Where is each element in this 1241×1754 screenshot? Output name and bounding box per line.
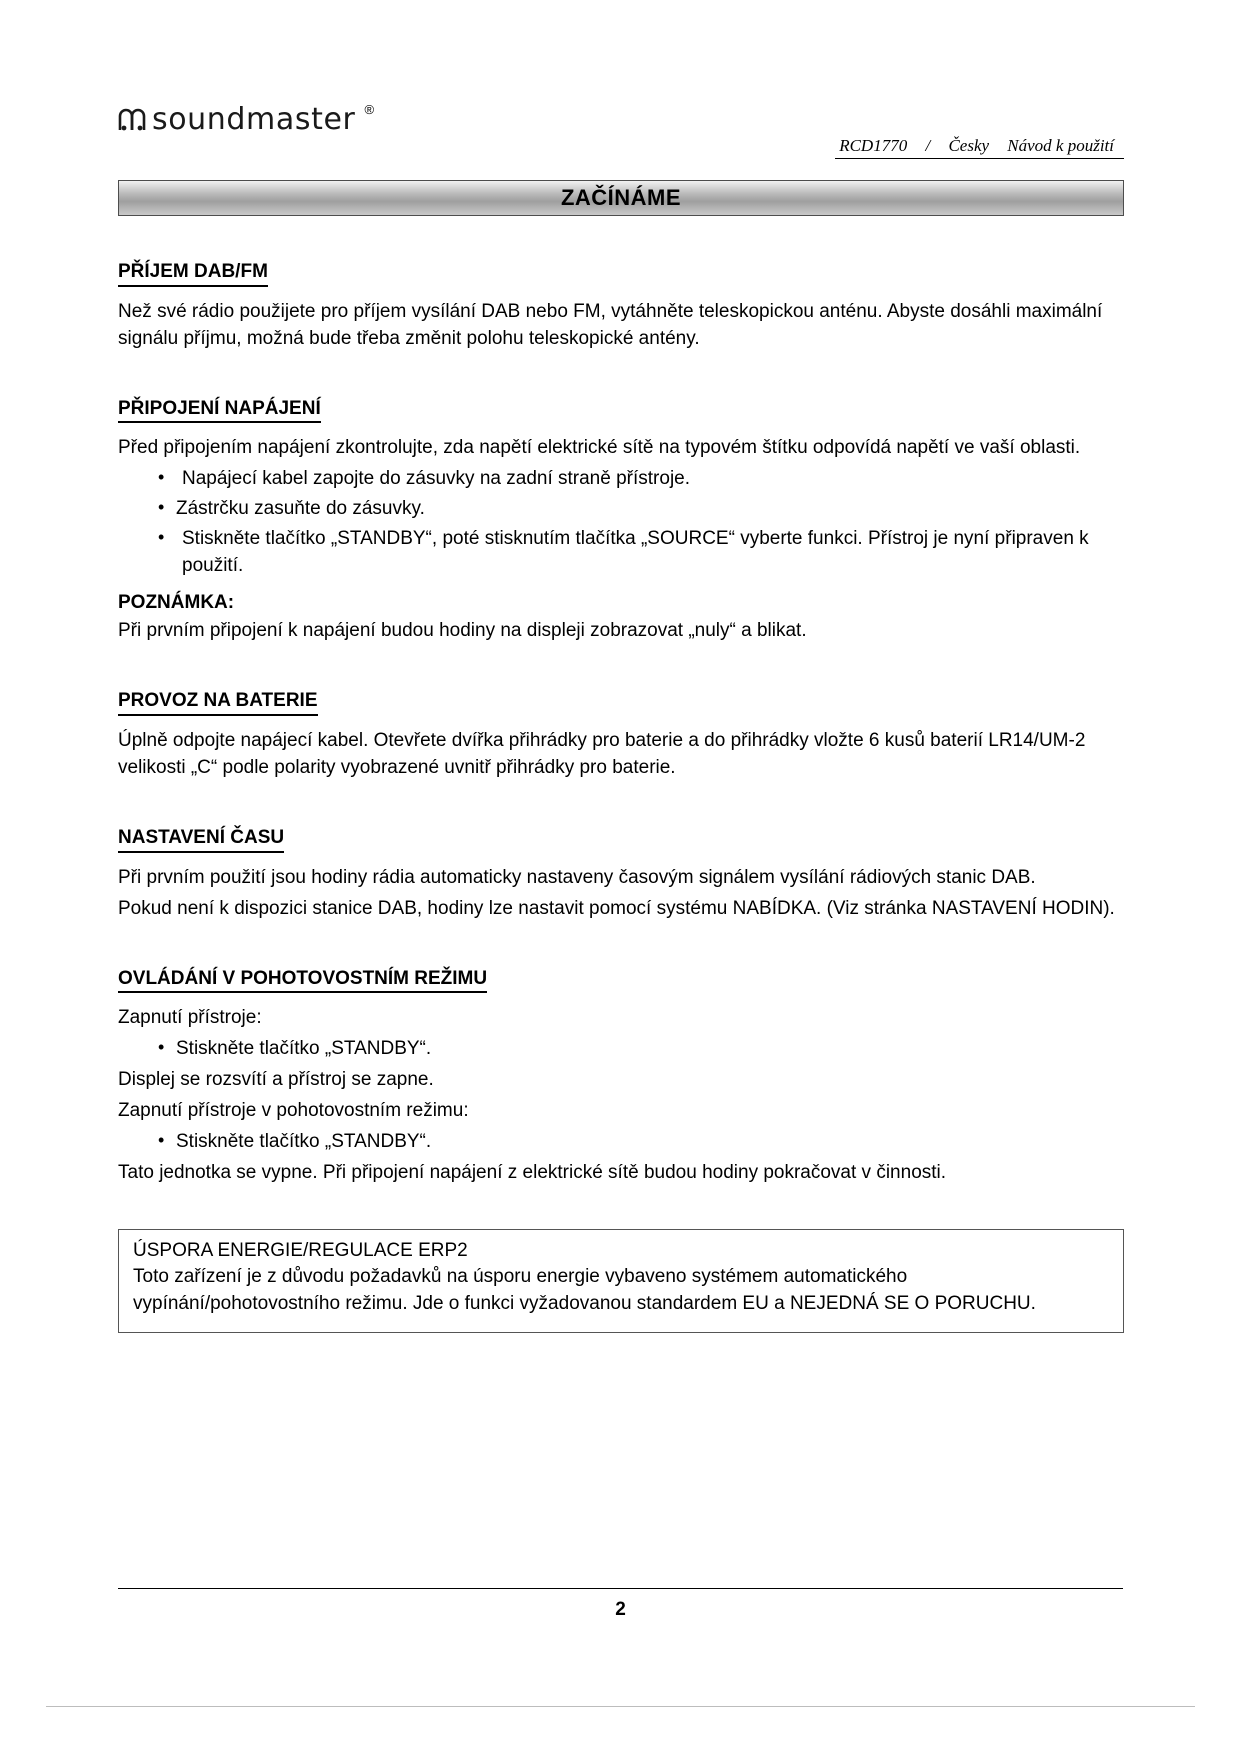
section-heading: PŘIPOJENÍ NAPÁJENÍ [118, 397, 321, 424]
list-item: • Zástrčku zasuňte do zásuvky. [158, 496, 1124, 523]
list-item: • Stiskněte tlačítko „STANDBY“. [158, 1036, 1124, 1063]
power-connection-steps [118, 466, 1124, 580]
section-dab-fm-reception [118, 238, 1124, 353]
list-item: • Stiskněte tlačítko „STANDBY“, poté stisknutím tlačítka „SOURCE“ vyberte funkci. Přístroj je nyní připraven k použití. [158, 526, 1124, 580]
section-paragraph: Pokud není k dispozici stanice DAB, hodiny lze nastavit pomocí systému NABÍDKA. (Viz stránka NASTAVENÍ HODIN). [118, 897, 1115, 919]
brand-registered-mark: ® [364, 102, 375, 117]
section-paragraph: Úplně odpojte napájecí kabel. Otevřete dvířka přihrádky pro baterie a do přihrádky vložte 6 kusů baterií LR14/UM-2 velikosti „C“ podle polarity vyobrazené uvnitř přihrádky pro baterie. [118, 730, 1086, 778]
section-power-connection [118, 375, 1124, 646]
document-reference-separator: / [925, 136, 931, 155]
erp-box-title: ÚSPORA ENERGIE/REGULACE ERP2 [133, 1240, 468, 1262]
document-language: Česky [948, 136, 990, 155]
section-paragraph: Než své rádio použijete pro příjem vysílání DAB nebo FM, vytáhněte teleskopickou anténu. Abyste dosáhli maximální signálu příjmu, možná bude třeba změnit polohu teleskopické antény. [118, 300, 1103, 349]
standby-power-on-steps [118, 1036, 1124, 1063]
section-heading: PŘÍJEM DAB/FM [118, 260, 268, 287]
section-paragraph: Při prvním použití jsou hodiny rádia automaticky nastaveny časovým signálem vysílání rádiových stanic DAB. [118, 866, 1036, 888]
section-paragraph: Zapnutí přístroje v pohotovostním režimu: [118, 1100, 469, 1122]
list-item: • Napájecí kabel zapojte do zásuvky na zadní straně přístroje. [158, 466, 1124, 493]
document-reference [835, 136, 1124, 159]
note-text: Při prvním připojení k napájení budou hodiny na displeji zobrazovat „nuly“ a blikat. [118, 620, 807, 642]
bottom-edge-divider [46, 1706, 1195, 1707]
section-paragraph: Displej se rozsvítí a přístroj se zapne. [118, 1069, 434, 1091]
footer-divider [118, 1588, 1123, 1589]
page-footer [118, 1588, 1123, 1621]
section-heading: NASTAVENÍ ČASU [118, 826, 284, 853]
page-number: 2 [615, 1599, 626, 1620]
list-item: • Stiskněte tlačítko „STANDBY“. [158, 1129, 1124, 1156]
document-model: RCD1770 [839, 136, 908, 155]
section-paragraph: Tato jednotka se vypne. Při připojení napájení z elektrické sítě budou hodiny pokračovat v činnosti. [118, 1162, 947, 1184]
soundmaster-logo-icon [118, 106, 146, 132]
section-paragraph: Před připojením napájení zkontrolujte, zda napětí elektrické sítě na typovém štítku odpovídá napětí ve vaší oblasti. [118, 437, 1081, 459]
page-title: ZAČÍNÁME [560, 185, 682, 210]
brand-name: soundmaster [152, 102, 356, 137]
standby-power-off-steps [118, 1129, 1124, 1156]
document-type: Návod k použití [1007, 136, 1114, 155]
section-battery-operation [118, 667, 1124, 782]
document-header [118, 96, 1124, 168]
page-content [118, 96, 1124, 1333]
section-paragraph: Zapnutí přístroje: [118, 1007, 262, 1029]
erp-energy-saving-box [118, 1229, 1124, 1333]
section-heading: OVLÁDÁNÍ V POHOTOVOSTNÍM REŽIMU [118, 967, 487, 994]
section-standby-operation [118, 945, 1124, 1188]
section-time-setting [118, 804, 1124, 923]
erp-box-body: Toto zařízení je z důvodu požadavků na úsporu energie vybaveno systémem automatického vypínání/pohotovostního režimu. Jde o funkci vyžadovanou standardem EU a NEJEDNÁ SE O PORUCHU. [133, 1266, 1036, 1315]
brand-logo [118, 102, 374, 137]
section-heading: PROVOZ NA BATERIE [118, 689, 318, 716]
note-label: POZNÁMKA: [118, 592, 235, 614]
section-title-bar [118, 180, 1124, 216]
